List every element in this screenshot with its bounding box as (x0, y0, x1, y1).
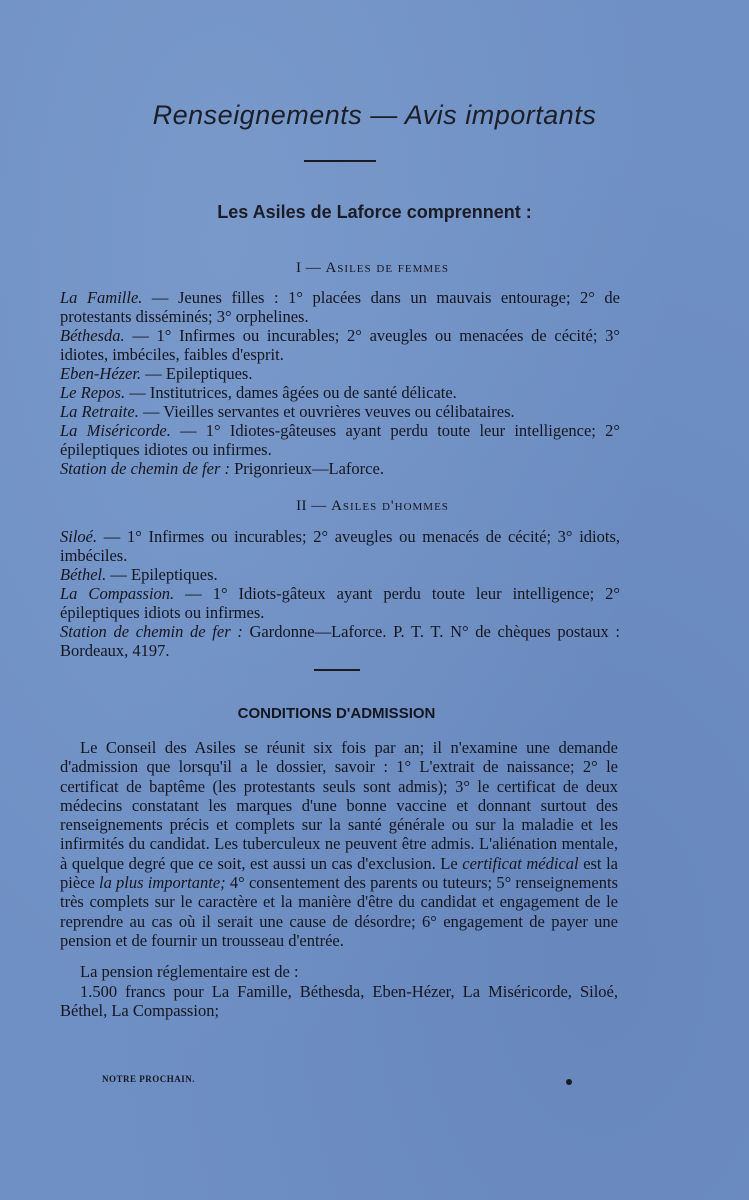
section-men-numeral: II — (296, 498, 327, 514)
list-item: Béthesda. — 1° Infirmes ou incurables; 2° aveugles ou menacées de cécité; 3° idiotes, imbéciles, faibles d'esprit. (60, 326, 620, 364)
section-women-title: Asiles de femmes (325, 260, 450, 276)
section-women-heading (28, 260, 717, 277)
list-item: La Miséricorde. — 1° Idiotes-gâteuses ayant perdu toute leur intelligence; 2° épileptiques idiotes ou infirmes. (60, 421, 620, 459)
section-subtitle: Les Asiles de Laforce comprennent : (217, 202, 532, 222)
list-item: La Compassion. — 1° Idiots-gâteux ayant perdu toute leur intelligence; 2° épileptiques idiots ou infirmes. (60, 584, 621, 622)
section-men-heading (28, 498, 717, 515)
section-men-list (60, 527, 620, 660)
footer-publication: NOTRE PROCHAIN. (102, 1074, 196, 1084)
conditions-heading: CONDITIONS D'ADMISSION (237, 705, 436, 722)
section-women-numeral: I — (295, 260, 322, 276)
section-women-list (60, 288, 620, 478)
list-item: Station de chemin de fer : Gardonne—Laforce. P. T. T. N° de chèques postaux : Bordeaux, 4197. (60, 622, 620, 660)
list-item: Béthel. — Epileptiques. (60, 565, 218, 584)
bullet-mark (566, 1079, 572, 1085)
list-item: Le Repos. — Institutrices, dames âgées ou de santé délicate. (60, 383, 457, 402)
list-item: La Retraite. — Vieilles servantes et ouvrières veuves ou célibataires. (60, 402, 515, 421)
conditions-body (60, 738, 618, 1020)
list-item: Eben-Hézer. — Epileptiques. (60, 364, 253, 383)
list-item: La Famille. — Jeunes filles : 1° placées dans un mauvais entourage; 2° de protestants disséminés; 3° orphelines. (60, 288, 621, 326)
pension-intro: La pension réglementaire est de : (80, 962, 299, 982)
pension-rate: 1.500 francs pour La Famille, Béthesda, Eben-Hézer, La Miséricorde, Siloé, Béthel, La Compassion; (60, 981, 618, 1020)
list-item: Siloé. — 1° Infirmes ou incurables; 2° aveugles ou menacés de cécité; 3° idiots, imbéciles. (60, 527, 620, 565)
section-men-title: Asiles d'hommes (331, 498, 449, 514)
list-item: Station de chemin de fer : Prigonrieux—Laforce. (60, 459, 384, 478)
page-title: Renseignements — Avis importants (152, 100, 597, 130)
conditions-paragraph: Le Conseil des Asiles se réunit six fois par an; il n'examine une demande d'admission que lorsqu'il a le dossier, savoir : 1° L'extrait de naissance; 2° le certificat de baptême (les protestants seuls sont admis); 3° le certificat de deux médecins constatant les marques d'une bonne vaccine et donnant surtout des renseignements précis et complets sur la santé générale ou sur la maladie et les infirmités du candidat. Les tuberculeux ne peuvent être admis. L'aliénation mentale, à quelque degré que ce soit, est aussi un cas d'exclusion. Le certificat médical est la pièce la plus importante; 4° consentement des parents ou tuteurs; 5° renseignements très complets sur le caractère et la manière d'être du candidat et engagement de le reprendre au cas où il serait une cause de désordre; 6° engagement de payer une pension et de fournir un trousseau d'entrée. (60, 738, 619, 950)
title-rule (304, 160, 376, 162)
section-rule (314, 669, 360, 671)
